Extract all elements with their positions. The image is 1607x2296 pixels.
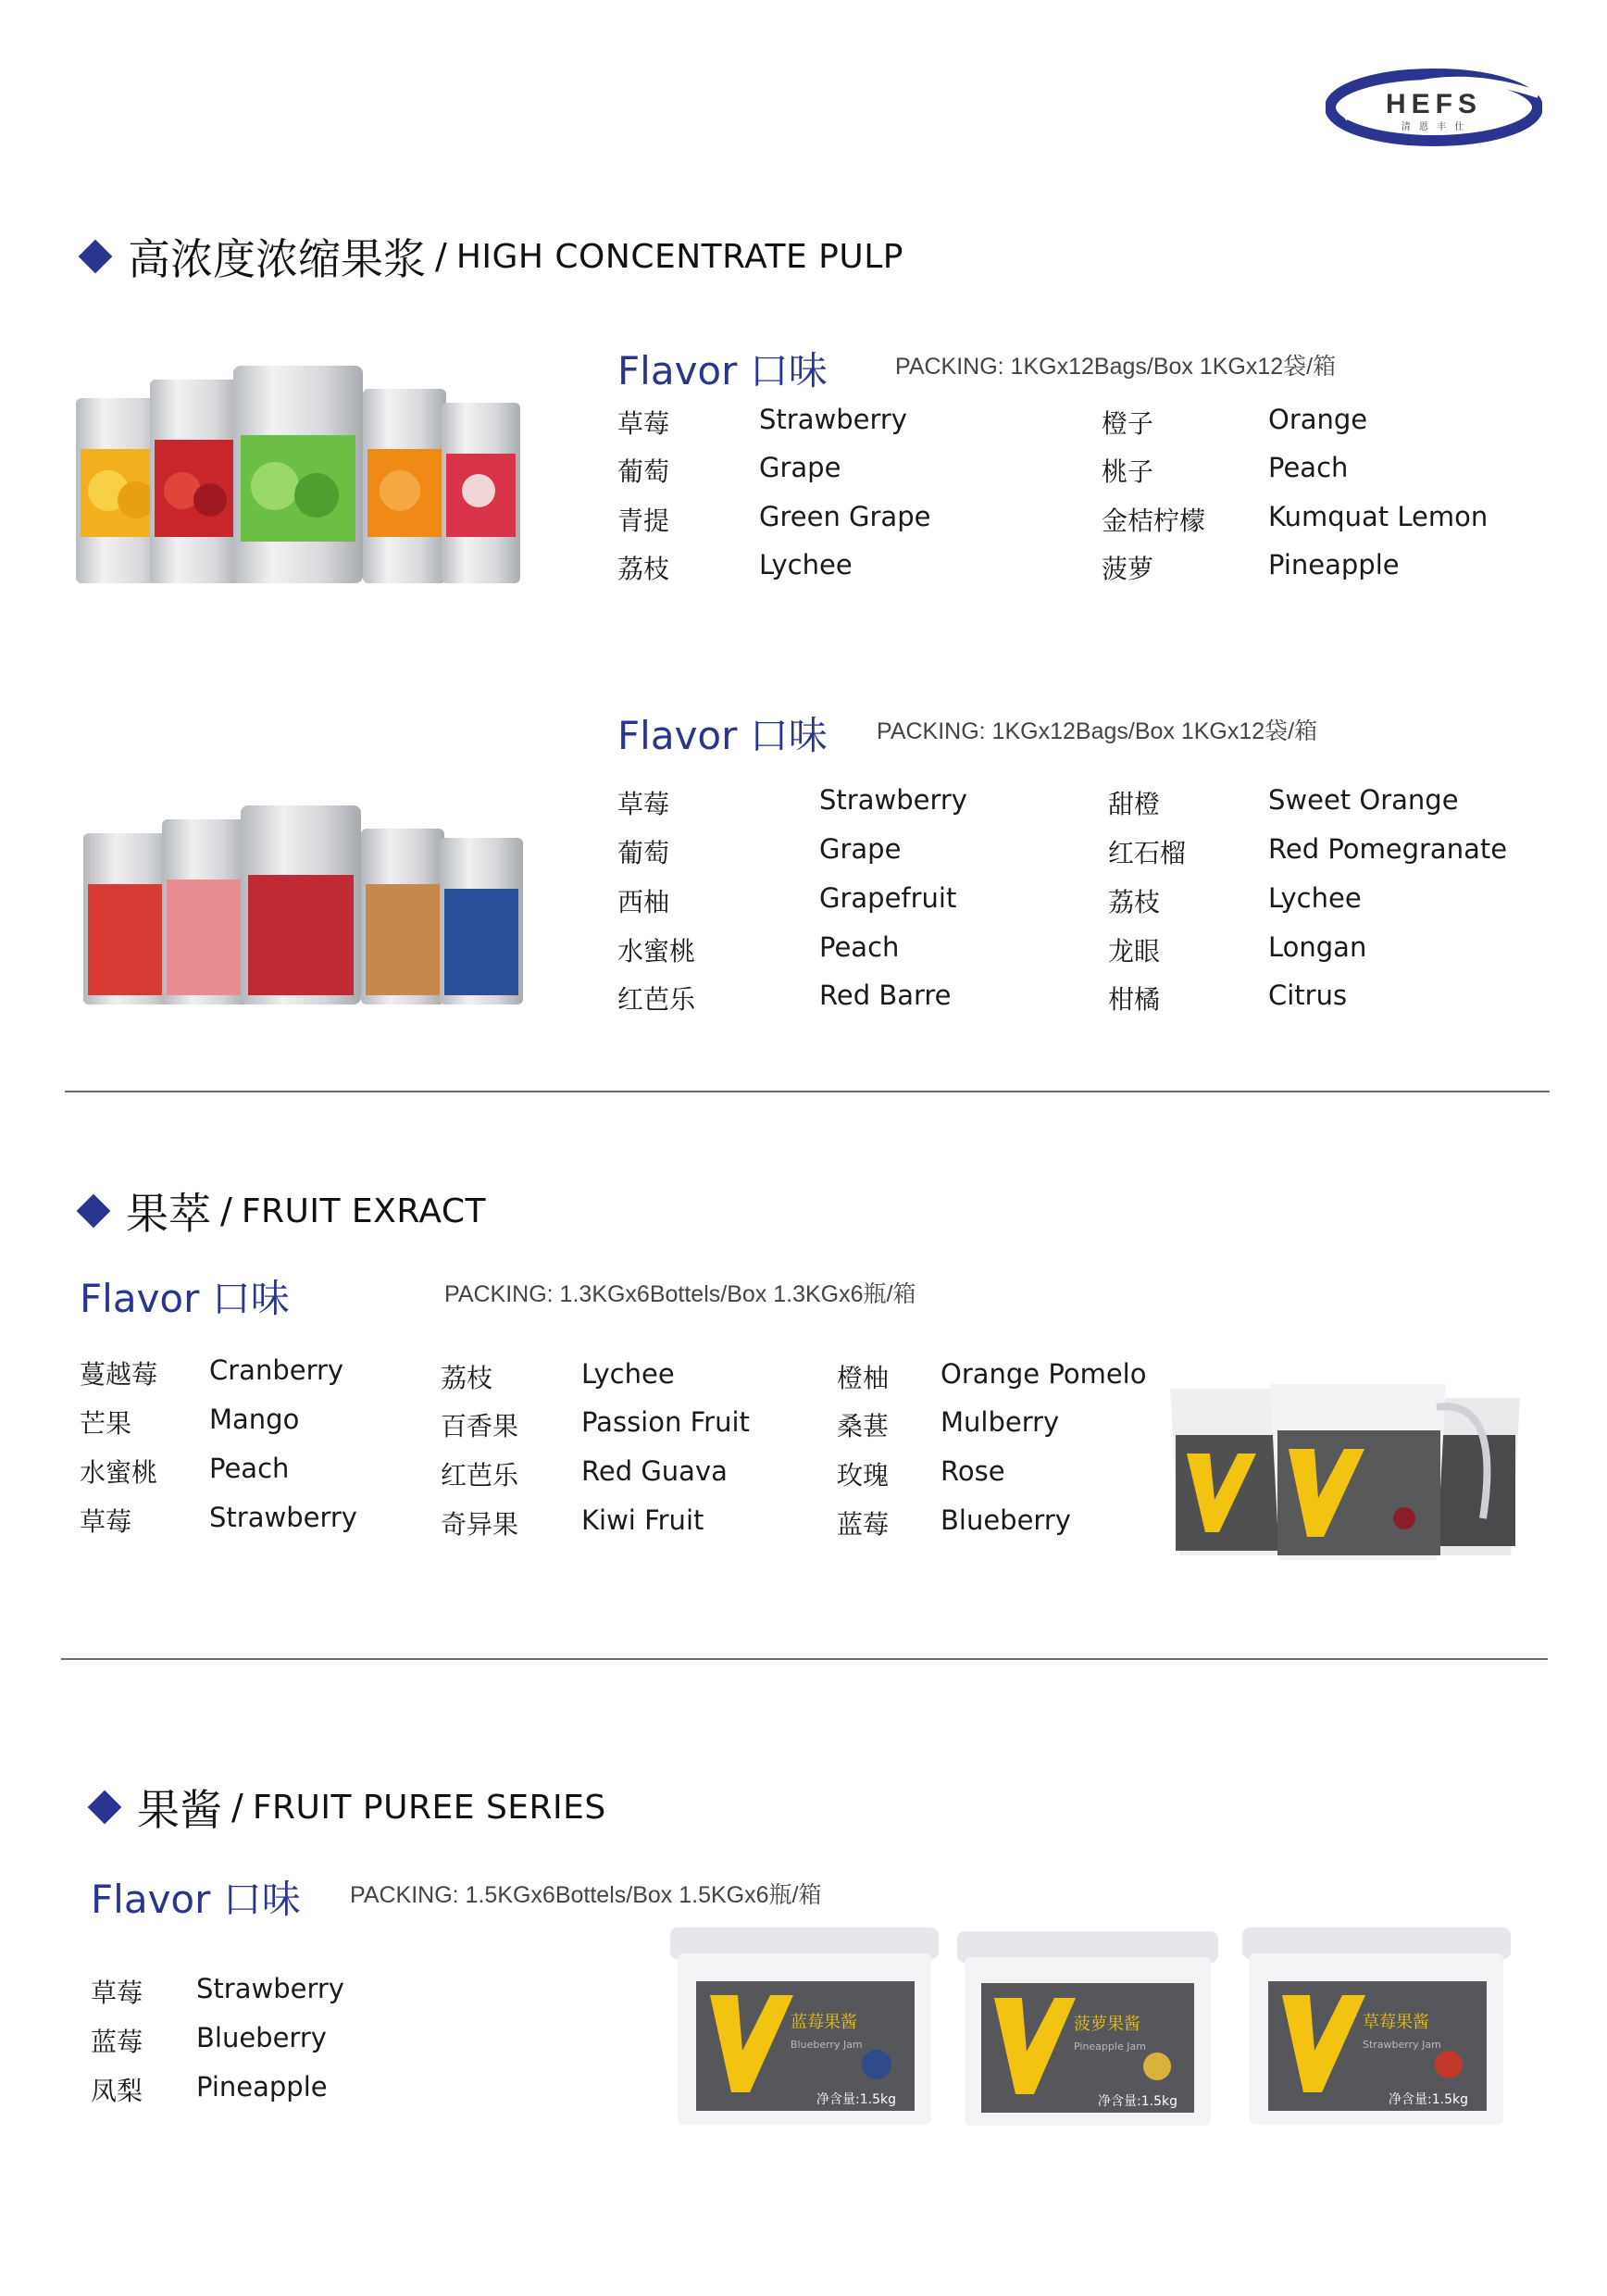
flavor-cn: 水蜜桃 [80, 1457, 158, 1488]
flavor-en: Peach [819, 931, 900, 963]
flavor-en: Peach [209, 1453, 290, 1484]
flavor-cn: 橙子 [1102, 408, 1154, 439]
flavor-en: Blueberry [196, 2022, 327, 2053]
flavor-en: Kumquat Lemon [1268, 501, 1489, 532]
section2-title-en: FRUIT EXRACT [241, 1192, 487, 1230]
tub-label-en: Strawberry Jam [1363, 2039, 1441, 2051]
blueberry-jam-tub [668, 1926, 941, 2129]
flavor-en: Pineapple [1268, 549, 1400, 580]
section2-separator: / [220, 1191, 232, 1231]
flavor-en: Strawberry [819, 784, 967, 816]
block-b-flavor-label: Flavor 口味 [617, 713, 828, 758]
flavor-en: Rose [941, 1455, 1005, 1487]
flavor-cn: 百香果 [441, 1411, 519, 1441]
flavor-cn: 奇异果 [441, 1509, 519, 1540]
flavor-en: Lychee [1268, 882, 1362, 914]
fruit-extract-buckets-image [1168, 1379, 1538, 1565]
flavor-en: Mango [209, 1404, 300, 1435]
flavor-en: Peach [1268, 452, 1349, 483]
flavor-en: Lychee [759, 549, 853, 580]
block-b-packing: PACKING: 1KGx12Bags/Box 1KGx12袋/箱 [877, 718, 1318, 744]
tub-net-weight: 净含量:1.5kg [1098, 2094, 1177, 2109]
flavor-en: Red Barre [819, 980, 952, 1011]
flavor-cn: 龙眼 [1108, 936, 1161, 967]
flavor-cn: 橙柚 [837, 1363, 890, 1393]
section-divider [61, 1658, 1548, 1660]
flavor-cn: 柑橘 [1108, 984, 1161, 1015]
logo-subtext: 清 恩 丰 仕 [1401, 122, 1467, 132]
flavor-cn: 草莓 [91, 1978, 143, 2008]
flavor-cn: 荔枝 [441, 1363, 493, 1393]
flavor-cn: 红芭乐 [617, 984, 696, 1015]
flavor-cn: 金桔柠檬 [1102, 505, 1206, 536]
flavor-cn: 桑葚 [837, 1411, 890, 1441]
section3-separator: / [231, 1787, 243, 1828]
flavor-en: Green Grape [759, 501, 931, 532]
flavor-cn: 青提 [617, 505, 670, 536]
flavor-cn: 葡萄 [617, 838, 670, 868]
tub-net-weight: 净含量:1.5kg [816, 2092, 896, 2107]
flavor-en: Grape [759, 452, 841, 483]
section1-separator: / [435, 236, 447, 277]
flavor-en: Cranberry [209, 1354, 344, 1386]
diamond-bullet-icon [77, 1194, 111, 1229]
flavor-en: Passion Fruit [581, 1406, 750, 1438]
flavor-en: Pineapple [196, 2071, 328, 2103]
section2-flavor-label: Flavor 口味 [80, 1276, 290, 1321]
flavor-en: Grape [819, 833, 902, 865]
hefs-logo [1326, 67, 1542, 148]
flavor-cn: 蓝莓 [837, 1509, 890, 1540]
flavor-en: Orange Pomelo [941, 1358, 1147, 1390]
flavor-en: Grapefruit [819, 882, 957, 914]
flavor-cn: 红芭乐 [441, 1460, 519, 1491]
syrup-bags-image [74, 796, 546, 1009]
flavor-en: Strawberry [759, 404, 907, 435]
tub-label-cn: 草莓果酱 [1363, 2013, 1429, 2032]
flavor-cn: 桃子 [1102, 456, 1154, 487]
section3-heading [93, 1779, 606, 1835]
flavor-cn: 红石榴 [1108, 838, 1187, 868]
flavor-en: Sweet Orange [1268, 784, 1459, 816]
flavor-en: Mulberry [941, 1406, 1060, 1438]
flavor-cn: 蓝莓 [91, 2027, 143, 2057]
tub-net-weight: 净含量:1.5kg [1389, 2092, 1468, 2107]
flavor-cn: 玫瑰 [837, 1460, 890, 1491]
section2-heading [81, 1183, 486, 1239]
strawberry-jam-tub [1240, 1926, 1513, 2129]
flavor-cn: 西柚 [617, 887, 670, 917]
section3-packing: PACKING: 1.5KGx6Bottels/Box 1.5KGx6瓶/箱 [350, 1882, 822, 1908]
section2-title-cn: 果萃 [126, 1189, 211, 1239]
tub-label-en: Pineapple Jam [1074, 2040, 1146, 2053]
flavor-cn: 草莓 [617, 789, 670, 819]
section1-heading [83, 229, 903, 284]
flavor-cn: 芒果 [80, 1408, 132, 1439]
flavor-en: Kiwi Fruit [581, 1504, 704, 1536]
tub-label-cn: 菠萝果酱 [1074, 2015, 1140, 2034]
section3-title-cn: 果酱 [137, 1785, 222, 1835]
diamond-bullet-icon [88, 1791, 122, 1825]
flavor-en: Blueberry [941, 1504, 1071, 1536]
flavor-cn: 凤梨 [91, 2076, 143, 2106]
flavor-en: Lychee [581, 1358, 675, 1390]
flavor-cn: 草莓 [80, 1506, 132, 1537]
section-divider [65, 1091, 1550, 1092]
flavor-en: Strawberry [196, 1973, 344, 2004]
block-a-packing: PACKING: 1KGx12Bags/Box 1KGx12袋/箱 [895, 354, 1337, 380]
diamond-bullet-icon [79, 240, 113, 274]
flavor-en: Strawberry [209, 1502, 357, 1533]
concentrate-pulp-bags-image [67, 361, 557, 593]
logo-text: HEFS [1385, 89, 1483, 119]
flavor-cn: 荔枝 [617, 554, 670, 584]
tub-label-cn: 蓝莓果酱 [791, 2013, 857, 2032]
flavor-cn: 菠萝 [1102, 554, 1154, 584]
flavor-en: Red Guava [581, 1455, 728, 1487]
flavor-en: Orange [1268, 404, 1368, 435]
flavor-cn: 甜橙 [1108, 789, 1161, 819]
block-a-flavor-label: Flavor 口味 [617, 348, 828, 393]
flavor-en: Longan [1268, 931, 1367, 963]
pineapple-jam-tub [955, 1929, 1220, 2129]
flavor-cn: 荔枝 [1108, 887, 1161, 917]
flavor-cn: 水蜜桃 [617, 936, 696, 967]
flavor-cn: 葡萄 [617, 456, 670, 487]
section3-flavor-label: Flavor 口味 [91, 1877, 301, 1922]
flavor-cn: 蔓越莓 [80, 1359, 158, 1390]
section1-title-en: HIGH CONCENTRATE PULP [455, 237, 904, 276]
section2-packing: PACKING: 1.3KGx6Bottels/Box 1.3KGx6瓶/箱 [444, 1281, 916, 1307]
flavor-en: Citrus [1268, 980, 1348, 1011]
section1-title-cn: 高浓度浓缩果浆 [128, 234, 426, 284]
tub-label-en: Blueberry Jam [791, 2039, 863, 2051]
flavor-en: Red Pomegranate [1268, 833, 1508, 865]
section3-title-en: FRUIT PUREE SERIES [252, 1788, 606, 1827]
flavor-cn: 草莓 [617, 408, 670, 439]
